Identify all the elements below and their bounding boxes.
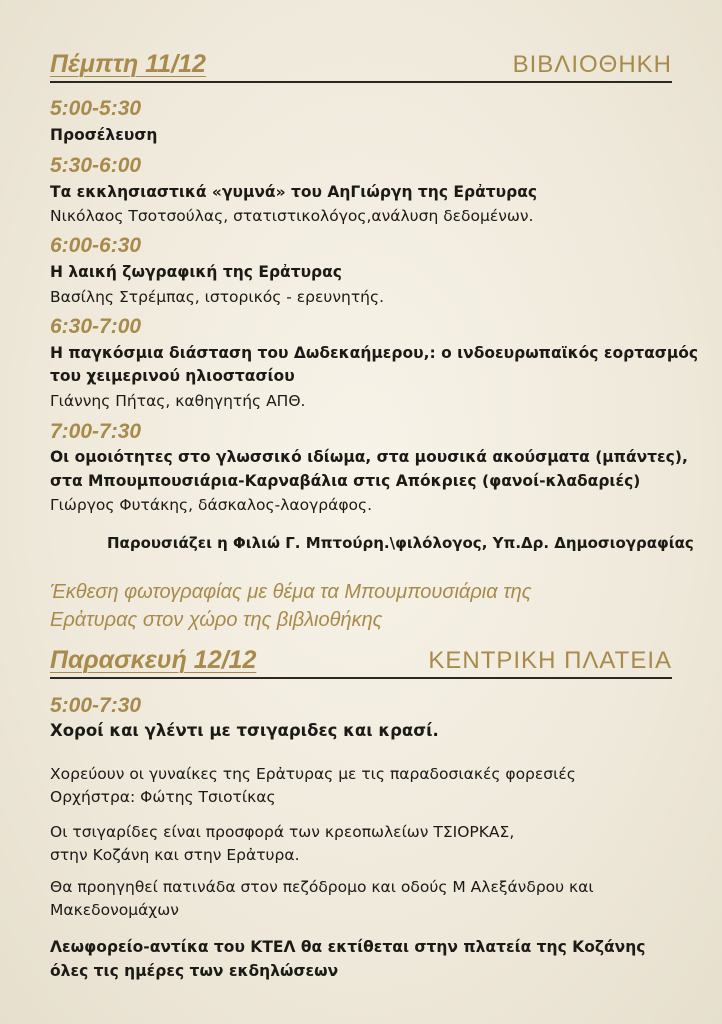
day2-para3-line2: Μακεδονομάχων — [50, 901, 179, 919]
slot4-time: 6:30-7:00 — [50, 315, 142, 338]
slot4-line3: Γιάννης Πήτας, καθηγητής ΑΠΘ. — [50, 392, 306, 410]
slot5-time: 7:00-7:30 — [50, 420, 142, 443]
day2-header — [50, 646, 672, 679]
day1-venue: ΒΙΒΛΙΟΘΗΚΗ — [512, 51, 672, 78]
day2-title: Παρασκευή 12/12 — [50, 646, 257, 674]
slot5-line2: στα Μπουμπουσιάρια-Καρναβάλια στις Απόκριες (φανοί-κλαδαριές) — [50, 472, 641, 490]
slot3-line1: Η λαική ζωγραφική της Ερἀτυρας — [50, 263, 342, 281]
exhibit-line2: Ερἀτυρας στον χώρο της βιβλιοθήκης — [50, 609, 383, 631]
slot4-line2: του χειμερινού ηλιοστασίου — [50, 367, 295, 385]
slot1-line1: Προσέλευση — [50, 126, 158, 144]
day2-para4-line2: όλες τις ημέρες των εκδηλώσεων — [50, 962, 339, 980]
slot3-time: 6:00-6:30 — [50, 234, 142, 257]
day1-title: Πέμπτη 11/12 — [50, 50, 206, 78]
slot5-line3: Γιώργος Φυτάκης, δάσκαλος-λαογράφος. — [50, 496, 373, 514]
slot1-time: 5:00-5:30 — [50, 97, 142, 120]
slot4-line1: Η παγκόσμια διάσταση του Δωδεκαήμερου,: ο ινδοευρωπαϊκός εορτασμός — [50, 344, 699, 362]
slot2-time: 5:30-6:00 — [50, 154, 142, 177]
day2-venue: ΚΕΝΤΡΙΚΗ ΠΛΑΤΕΙΑ — [428, 647, 672, 674]
day2-para1-line1: Χορεύουν οι γυναίκες της Ερἀτυρας με τις παραδοσιακές φορεσιές — [50, 765, 576, 783]
day2-para3-line1: Θα προηγηθεί πατινάδα στον πεζόδρομο και οδούς Μ Αλεξάνδρου και — [50, 878, 594, 896]
day2-headline: Χοροί και γλέντι με τσιγαριδες και κρασί. — [50, 721, 439, 740]
slot3-line2: Βασίλης Στρέμπας, ιστορικός - ερευνητής. — [50, 288, 384, 306]
day2-para4-line1: Λεωφορείο-αντίκα του ΚΤΕΛ θα εκτίθεται στην πλατεία της Κοζάνης — [50, 938, 646, 956]
presenter-note: Παρουσιάζει η Φιλιώ Γ. Μπτούρη.\φιλόλογος, Υπ.Δρ. Δημοσιογραφίας — [107, 534, 694, 552]
exhibit-line1: Έκθεση φωτογραφίας με θέμα τα Μπουμπουσιάρια της — [50, 581, 532, 603]
day2-time: 5:00-7:30 — [50, 694, 142, 717]
day2-para2-line1: Οι τσιγαρίδες είναι προσφορά των κρεοπωλείων ΤΣΙΟΡΚΑΣ, — [50, 823, 515, 841]
day2-para1-line2: Ορχήστρα: Φώτης Τσιοτίκας — [50, 788, 276, 806]
slot2-line1: Τα εκκλησιαστικά «γυμνά» του ΑηΓιώργη της Ερἀτυρας — [50, 183, 538, 201]
day2-para2-line2: στην Κοζάνη και στην Ερἀτυρα. — [50, 846, 300, 864]
slot2-line2: Νικόλαος Τσοτσούλας, στατιστικολόγος,ανάλυση δεδομένων. — [50, 207, 534, 225]
day1-header — [50, 50, 672, 83]
slot5-line1: Οι ομοιότητες στο γλωσσικό ιδίωμα, στα μουσικά ακούσματα (μπάντες), — [50, 448, 688, 466]
